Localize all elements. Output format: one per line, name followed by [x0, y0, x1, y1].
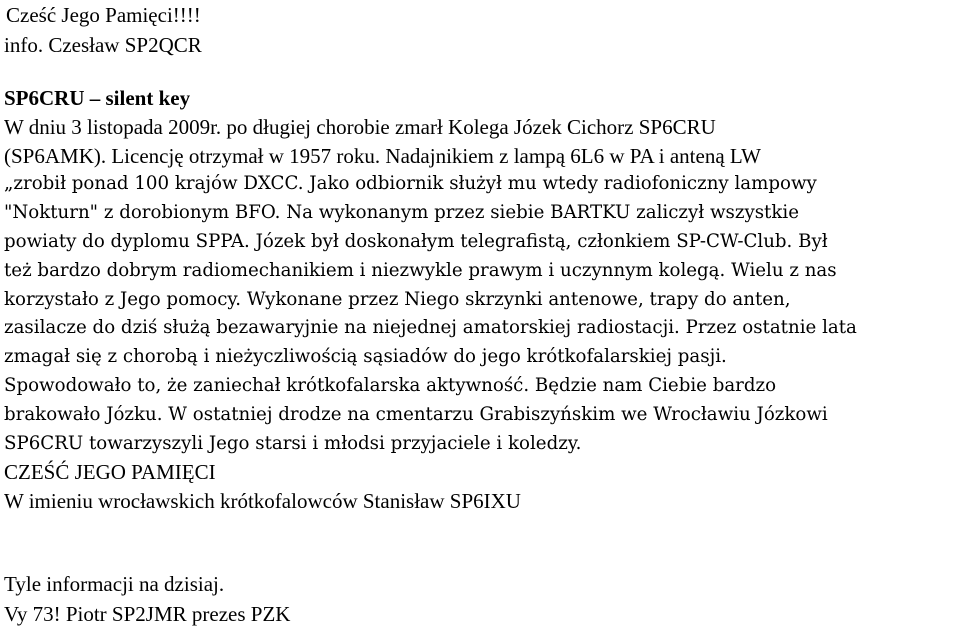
- article-line: "Nokturn" z dorobionym BFO. Na wykonanym przez siebie BARTKU zaliczył wszystkie: [4, 202, 799, 224]
- article-line: powiaty do dyplomu SPPA. Józek był doskonałym telegrafistą, członkiem SP-CW-Club. Był: [4, 230, 828, 252]
- article-line: „zrobił ponad 100 krajów DXCC. Jako odbiornik służył mu wtedy radiofoniczny lampowy: [4, 173, 817, 195]
- article-signature: W imieniu wrocławskich krótkofalowców Stanisław SP6IXU: [4, 489, 521, 514]
- footer-signature: Vy 73! Piotr SP2JMR prezes PZK: [4, 602, 291, 626]
- article-line: zmagał się z chorobą i nieżyczliwością sąsiadów do jego krótkofalarskiej pasji.: [4, 346, 727, 368]
- header-tribute-line: Cześć Jego Pamięci!!!!: [6, 3, 201, 27]
- footer-block: [4, 569, 290, 629]
- header-info-line: info. Czesław SP2QCR: [4, 33, 202, 57]
- article-block: [4, 84, 857, 516]
- article-title: SP6CRU – silent key: [4, 86, 191, 110]
- article-line: (SP6AMK). Licencję otrzymał w 1957 roku. Nadajnikiem z lampą 6L6 w PA i anteną LW: [4, 143, 761, 168]
- article-line: też bardzo dobrym radiomechanikiem i niezwykle prawym i uczynnym kolegą. Wielu z nas: [4, 259, 837, 281]
- article-line: brakowało Józku. W ostatniej drodze na cmentarzu Grabiszyńskim we Wrocławiu Józkowi: [4, 403, 828, 425]
- article-line: zasilacze do dziś służą bezawaryjnie na niejednej amatorskiej radiostacji. Przez ostatnie lata: [4, 317, 857, 339]
- article-line: korzystało z Jego pomocy. Wykonane przez Niego skrzynki antenowe, trapy do anten,: [4, 288, 791, 310]
- article-closing-tribute: CZEŚĆ JEGO PAMIĘCI: [4, 460, 216, 485]
- article-line: Spowodowało to, że zaniechał krótkofalarska aktywność. Będzie nam Ciebie bardzo: [4, 374, 777, 396]
- footer-info-line: Tyle informacji na dzisiaj.: [4, 572, 225, 596]
- article-line: SP6CRU towarzyszyli Jego starsi i młodsi przyjaciele i koledzy.: [4, 432, 582, 454]
- article-line: W dniu 3 listopada 2009r. po długiej chorobie zmarł Kolega Józek Cichorz SP6CRU: [4, 114, 716, 139]
- header-block: [4, 0, 202, 60]
